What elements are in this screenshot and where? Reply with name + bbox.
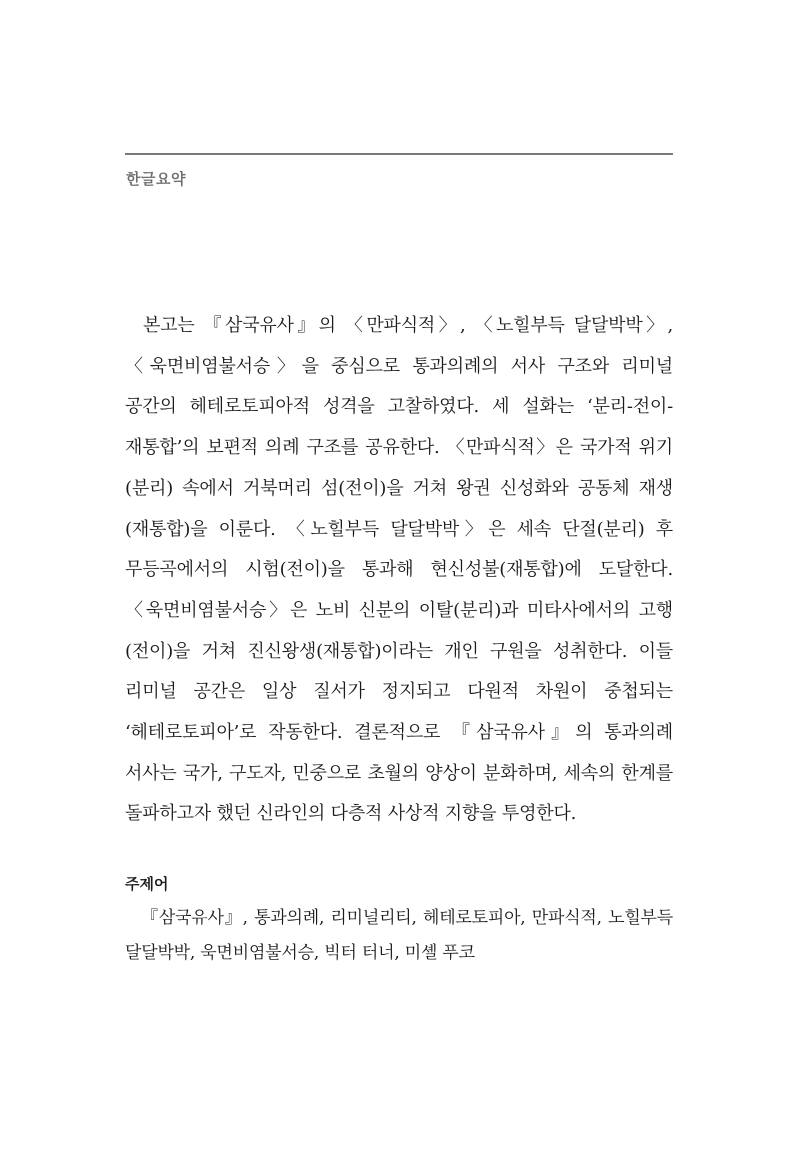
- keywords-list: 『삼국유사』, 통과의례, 리미널리티, 헤테로토피아, 만파식적, 노힐부득 달달박박, 욱면비염불서승, 빅터 터너, 미셸 푸코: [125, 908, 673, 963]
- abstract-paragraph: 본고는 『삼국유사』의 〈만파식적〉, 〈노힐부득 달달박박〉, 〈욱면비염불서승〉을 중심으로 통과의례의 서사 구조와 리미널 공간의 헤테로토피아적 성격을 고찰하였다. 세 설화는 ‘분리-전이-재통합’의 보편적 의례 구조를 공유한다. 〈만파식적〉은 국가적 위기(분리) 속에서 거북머리 섬(전이)을 거쳐 왕권 신성화와 공동체 재생(재통합)을 이룬다. 〈노힐부득 달달박박〉은 세속 단절(분리) 후 무등곡에서의 시험(전이)을 통과해 현신성불(재통합)에 도달한다. 〈욱면비염불서승〉은 노비 신분의 이탈(분리)과 미타사에서의 고행(전이)을 거쳐 진신왕생(재통합)이라는 개인 구원을 성취한다. 이들 리미널 공간은 일상 질서가 정지되고 다원적 차원이 중첩되는 ‘헤테로토피아’로 작동한다. 결론적으로 『삼국유사』의 통과의례 서사는 국가, 구도자, 민중으로 초월의 양상이 분화하며, 세속의 한계를 돌파하고자 했던 신라인의 다층적 사상적 지향을 투영한다.: [125, 315, 673, 825]
- top-divider-rule: [125, 153, 673, 155]
- keywords-heading: 주제어: [125, 875, 169, 893]
- section-label: 한글요약: [126, 170, 186, 188]
